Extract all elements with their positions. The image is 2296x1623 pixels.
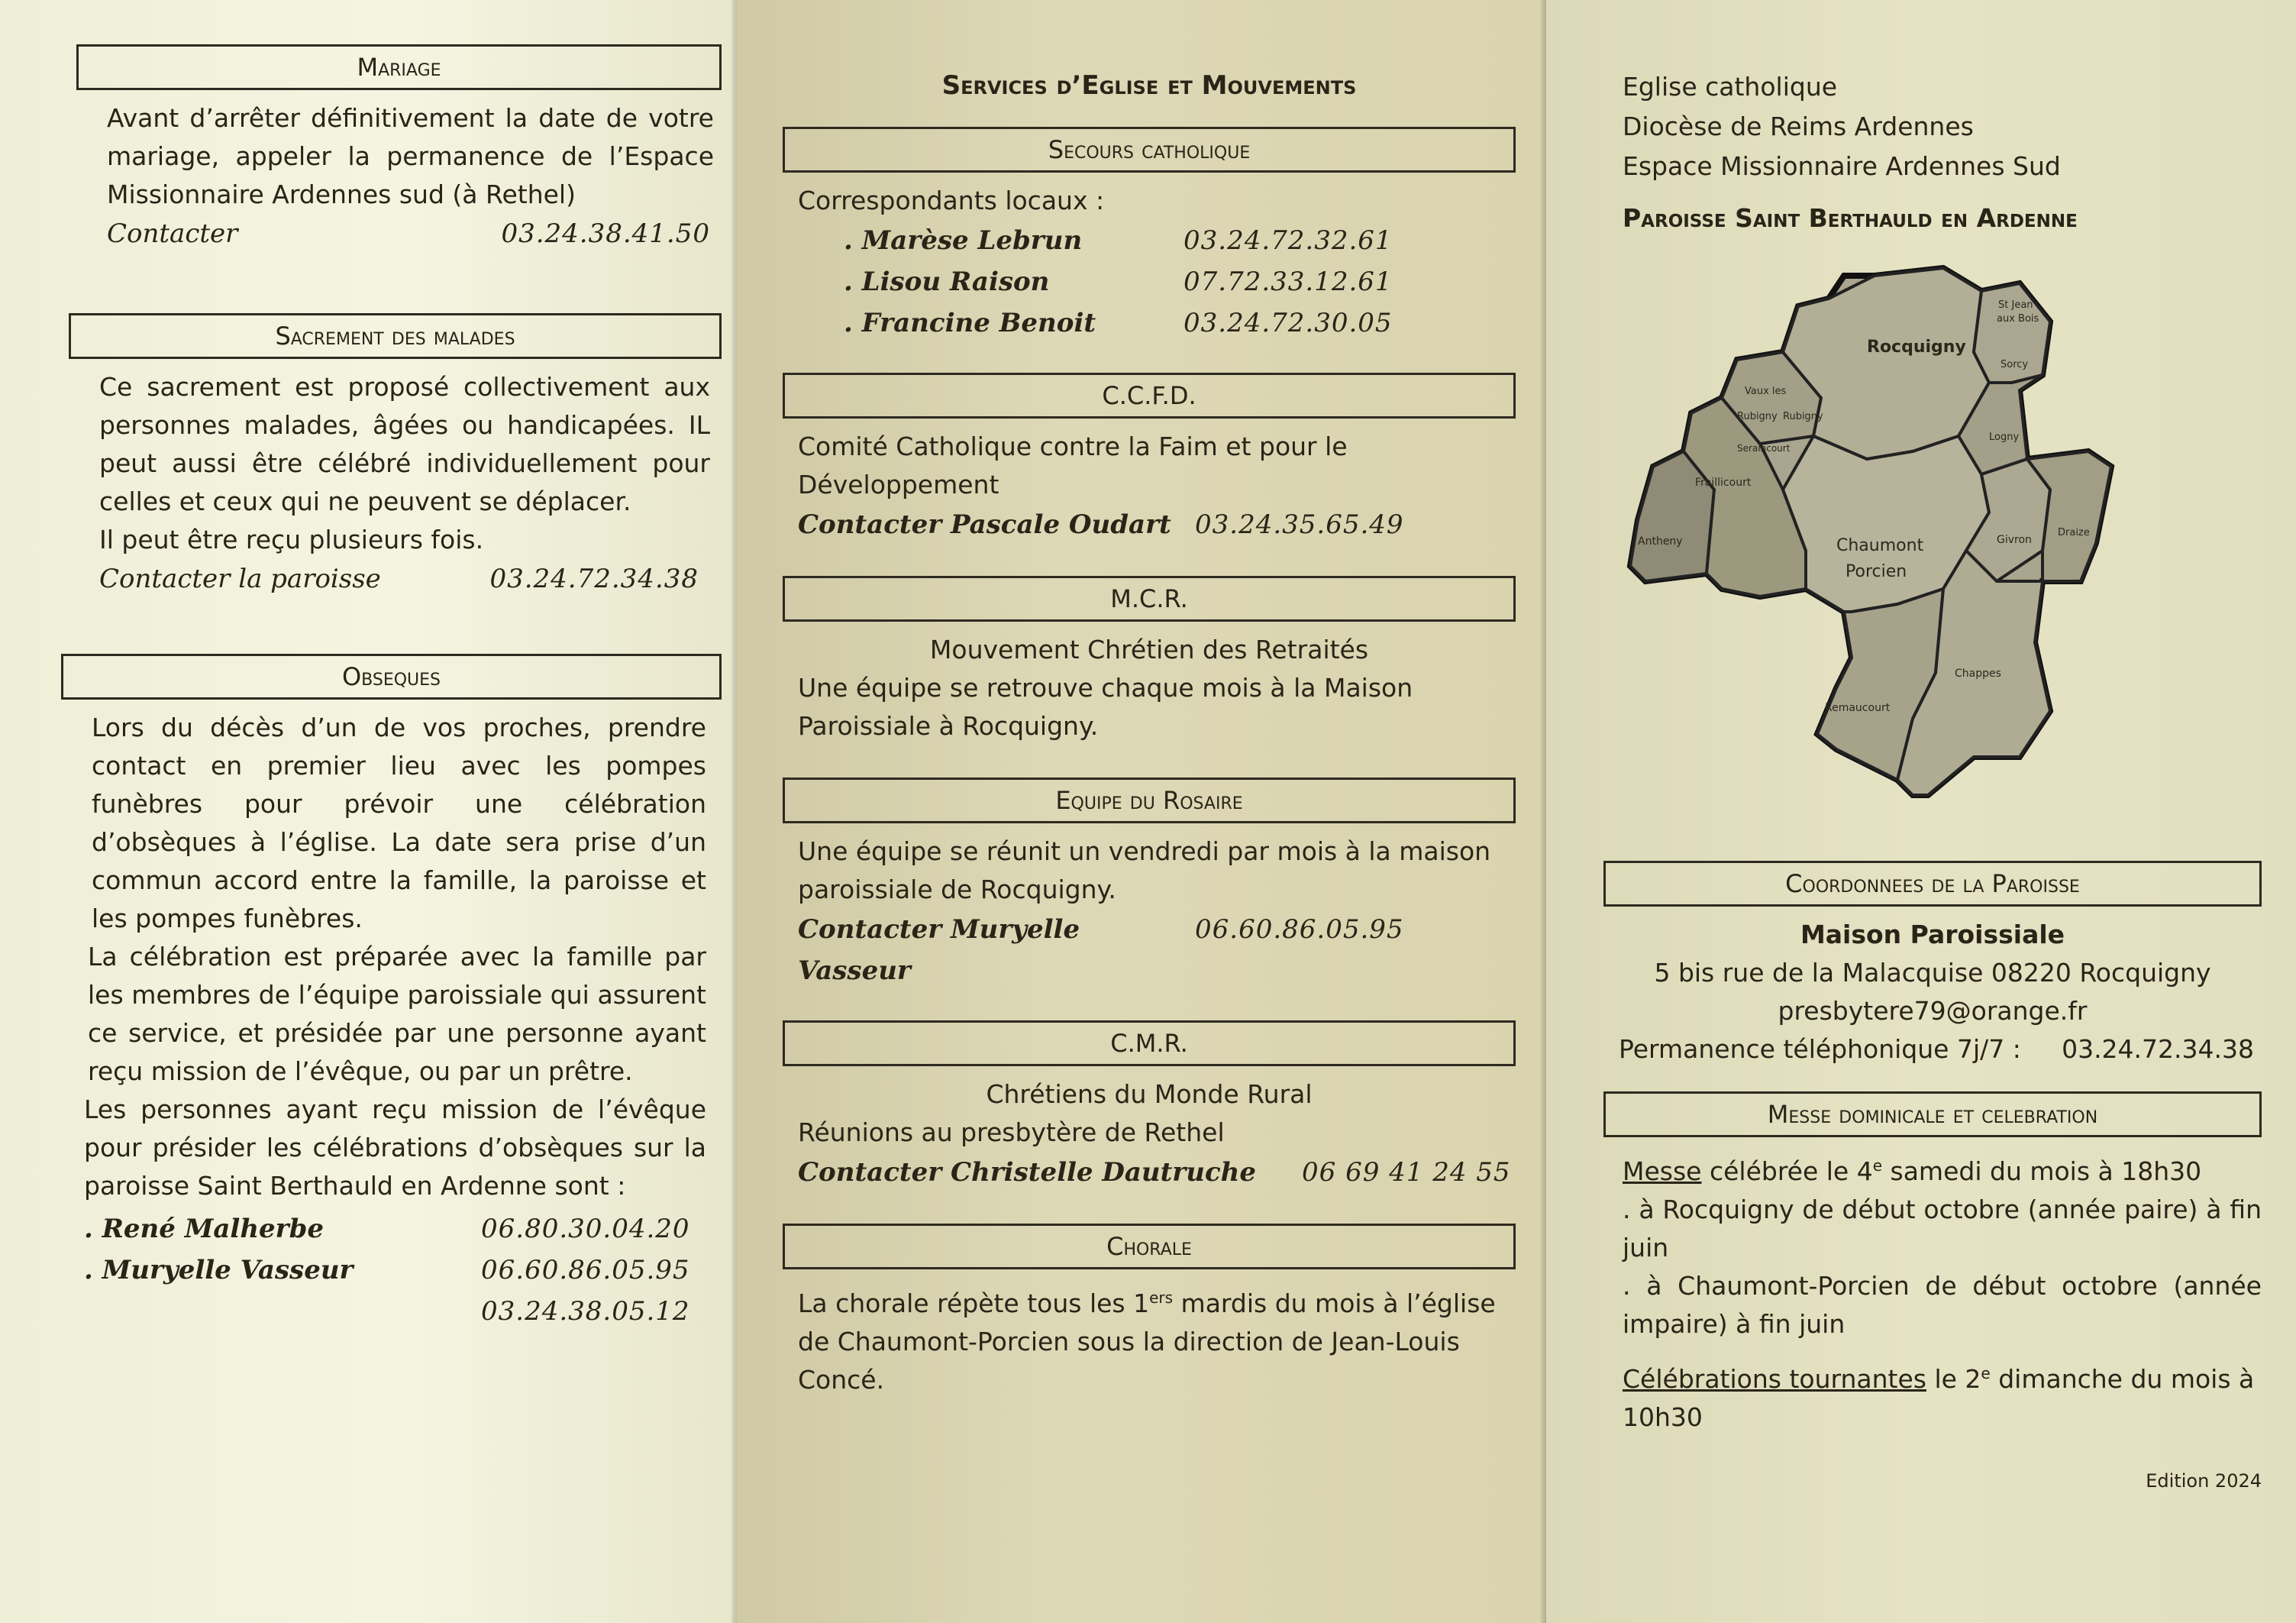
- section-ccfd: [783, 373, 1516, 545]
- malades-title: Sacrement des malades: [69, 313, 722, 359]
- map-label-porcien: Porcien: [1846, 562, 1907, 581]
- parish-phone-row: [1603, 1030, 2262, 1069]
- obseques-contacts: [76, 1208, 722, 1332]
- obseques-title: Obseques: [61, 654, 722, 700]
- malades-text: Ce sacrement est proposé collectivement aux personnes malades, âgées ou handicapées. IL peut aussi être célébré individuellement pour celles et ceux qui ne peuvent se déplacer.: [99, 372, 710, 516]
- parish-map-svg: [1623, 260, 2203, 849]
- secours-title: Secours catholique: [783, 127, 1516, 173]
- parish-name: Paroisse Saint Berthauld en Ardenne: [1623, 203, 2078, 233]
- ccfd-text: Comité Catholique contre la Faim et pour le Développement: [798, 432, 1348, 500]
- map-label-draize: Draize: [2058, 527, 2090, 538]
- header-line-1: Eglise catholique: [1623, 72, 1838, 102]
- secours-person-row: [844, 261, 1516, 302]
- parish-email[interactable]: presbytere79@orange.fr: [1778, 996, 2088, 1026]
- map-label-rocquigny: Rocquigny: [1867, 338, 1966, 357]
- section-rosaire: [783, 778, 1516, 991]
- chorale-text-b: mardis du mois à l’église de Chaumont-Porcien sous la direction de Jean-Louis Concé.: [798, 1288, 1496, 1395]
- map-label-remaucourt: Remaucourt: [1825, 702, 1891, 714]
- obseques-contact-row: [84, 1291, 722, 1332]
- mariage-contact-phone: 03.24.38.41.50: [501, 218, 710, 249]
- mcr-text: Une équipe se retrouve chaque mois à la Maison Paroissiale à Rocquigny.: [798, 673, 1413, 741]
- mariage-contact: [76, 214, 722, 254]
- coordonnees-title: Coordonnees de la Paroisse: [1603, 861, 2262, 907]
- rosaire-text: Une équipe se réunit un vendredi par mois à la maison paroissiale de Rocquigny.: [798, 836, 1491, 904]
- section-malades: [76, 313, 722, 599]
- obseques-p3: Les personnes ayant reçu mission de l’évêque pour présider les célébrations d’obsèques sur la paroisse Saint Berthauld en Ardenne sont :: [84, 1094, 706, 1201]
- contact-name: . René Malherbe: [84, 1214, 325, 1244]
- malades-contact: [76, 559, 722, 599]
- services-heading: Services d’Eglise et Mouvements: [941, 70, 1357, 101]
- cmr-contact: [783, 1152, 1516, 1193]
- obseques-p1: Lors du décès d’un de vos proches, prendre contact en premier lieu avec les pompes funèbres pour prévoir une célébration d’obsèques à l’église. La date sera prise d’un commun accord entre la famille, la paroisse et les pompes funèbres.: [92, 713, 706, 933]
- secours-people: [783, 220, 1516, 344]
- celebrations-text-b: dimanche du mois à 10h30: [1623, 1364, 2255, 1432]
- map-label-logny: Logny: [1989, 432, 2020, 443]
- rosaire-contact-phone: 06.60.86.05.95: [1195, 914, 1404, 945]
- chorale-title: Chorale: [783, 1224, 1516, 1269]
- person-name: . Lisou Raison: [844, 267, 1050, 297]
- person-phone: 03.24.72.32.61: [1184, 225, 1393, 256]
- messe-sup: e: [1872, 1156, 1883, 1175]
- map-label-rubigny-2: Rubigny: [1783, 411, 1823, 422]
- ccfd-contact: [783, 504, 1516, 545]
- section-mcr: [783, 576, 1516, 745]
- contact-name: [84, 1291, 481, 1332]
- section-coordonnees: [1603, 861, 2262, 1069]
- rosaire-contact-label: Contacter Muryelle Vasseur: [798, 914, 1080, 986]
- mariage-text: Avant d’arrêter définitivement la date de votre mariage, appeler la permanence de l’Espace Missionnaire Ardennes sud (à Rethel): [107, 103, 714, 209]
- mariage-title: Mariage: [76, 44, 722, 90]
- section-messe: [1603, 1091, 2262, 1437]
- maison-paroissiale: Maison Paroissiale: [1800, 920, 2065, 949]
- cmr-contact-phone: 06 69 41 24 55: [1302, 1157, 1511, 1188]
- map-label-fraillicourt: Fraillicourt: [1695, 477, 1752, 489]
- person-phone: 07.72.33.12.61: [1184, 267, 1393, 297]
- contact-name: . Muryelle Vasseur: [84, 1255, 354, 1285]
- ccfd-contact-phone: 03.24.35.65.49: [1195, 509, 1404, 540]
- map-label-antheny: Antheny: [1638, 535, 1683, 548]
- messe-item-2: . à Chaumont-Porcien de début octobre (année impaire) à fin juin: [1623, 1271, 2262, 1339]
- person-phone: 03.24.72.30.05: [1184, 308, 1393, 338]
- malades-contact-label: Contacter la paroisse: [99, 564, 381, 594]
- messe-title: Messe dominicale et celebration: [1603, 1091, 2262, 1137]
- celebrations-sup: e: [1981, 1364, 1991, 1382]
- map-label-chaumont: Chaumont: [1836, 536, 1924, 555]
- section-obseques: [76, 654, 722, 1332]
- messe-line-1: [1623, 1146, 2262, 1191]
- contact-phone: 06.60.86.05.95: [481, 1255, 690, 1285]
- section-chorale: [783, 1224, 1516, 1399]
- section-secours: [783, 127, 1516, 344]
- cmr-contact-label: Contacter Christelle Dautruche: [798, 1157, 1256, 1188]
- map-label-seraincourt: Seraincourt: [1737, 443, 1791, 454]
- rosaire-contact: [783, 909, 1516, 991]
- messe-text-a: célébrée le 4: [1701, 1156, 1873, 1186]
- parish-phone: 03.24.72.34.38: [2062, 1034, 2254, 1064]
- cmr-text: Réunions au presbytère de Rethel: [798, 1117, 1225, 1147]
- mariage-contact-label: Contacter: [107, 218, 238, 249]
- map-region-rocquigny: [1783, 268, 1989, 459]
- person-name: . Francine Benoit: [844, 308, 1096, 338]
- person-name: . Marèse Lebrun: [844, 225, 1083, 256]
- messe-line-2: [1623, 1354, 2262, 1437]
- celebrations-text-a: le 2: [1926, 1364, 1981, 1394]
- secours-intro: Correspondants locaux :: [798, 186, 1105, 215]
- chorale-text-sup: ers: [1149, 1288, 1174, 1307]
- right-panel: [1546, 0, 2296, 1623]
- middle-panel: [737, 0, 1546, 1623]
- secours-person-row: [844, 302, 1516, 344]
- parish-phone-label: Permanence téléphonique 7j/7 :: [1619, 1034, 2021, 1064]
- header-line-2: Diocèse de Reims Ardennes: [1623, 112, 1974, 141]
- malades-text-2: Il peut être reçu plusieurs fois.: [99, 525, 484, 554]
- secours-person-row: [844, 220, 1516, 261]
- chorale-text: [783, 1279, 1516, 1399]
- map-label-givron: Givron: [1997, 534, 2032, 546]
- contact-phone: 06.80.30.04.20: [481, 1214, 690, 1244]
- parish-map: [1623, 260, 2203, 849]
- mcr-title: M.C.R.: [783, 576, 1516, 622]
- messe-item-1: . à Rocquigny de début octobre (année paire) à fin juin: [1623, 1195, 2262, 1263]
- ccfd-title: C.C.F.D.: [783, 373, 1516, 419]
- obseques-p2: La célébration est préparée avec la famille par les membres de l’équipe paroissiale qui assurent ce service, et présidée par une personne ayant reçu mission de l’évêque, ou par un prêtre.: [88, 942, 706, 1086]
- cmr-title: C.M.R.: [783, 1020, 1516, 1066]
- ccfd-contact-label: Contacter Pascale Oudart: [798, 509, 1171, 540]
- cmr-subtitle: Chrétiens du Monde Rural: [986, 1079, 1313, 1109]
- section-mariage: [76, 44, 722, 254]
- mcr-subtitle: Mouvement Chrétien des Retraités: [929, 635, 1369, 664]
- obseques-contact-row: [84, 1208, 722, 1250]
- obseques-contact-row: [84, 1250, 722, 1291]
- map-label-vaux: Vaux les: [1745, 386, 1787, 397]
- malades-contact-phone: 03.24.72.34.38: [489, 564, 699, 594]
- map-label-st-jean: St Jean: [1998, 299, 2033, 311]
- parish-address: 5 bis rue de la Malacquise 08220 Rocquigny: [1654, 958, 2211, 988]
- church-header: [1623, 67, 2262, 233]
- edition-label: Edition 2024: [2146, 1470, 2262, 1492]
- header-line-3: Espace Missionnaire Ardennes Sud: [1623, 151, 2061, 181]
- messe-body: [1603, 1146, 2262, 1437]
- rosaire-title: Equipe du Rosaire: [783, 778, 1516, 823]
- map-label-rubigny-1: Rubigny: [1737, 411, 1778, 422]
- map-label-chappes: Chappes: [1955, 668, 2001, 680]
- map-label-aux-bois: aux Bois: [1997, 313, 2039, 325]
- messe-text-b: samedi du mois à 18h30: [1882, 1156, 2202, 1186]
- chorale-text-a: La chorale répète tous les 1: [798, 1288, 1150, 1318]
- section-cmr: [783, 1020, 1516, 1193]
- map-label-sorcy: Sorcy: [2001, 359, 2029, 370]
- messe-label: Messe: [1623, 1156, 1702, 1186]
- left-panel: [0, 0, 737, 1623]
- celebrations-label: Célébrations tournantes: [1623, 1364, 1926, 1394]
- contact-phone: 03.24.38.05.12: [481, 1296, 690, 1327]
